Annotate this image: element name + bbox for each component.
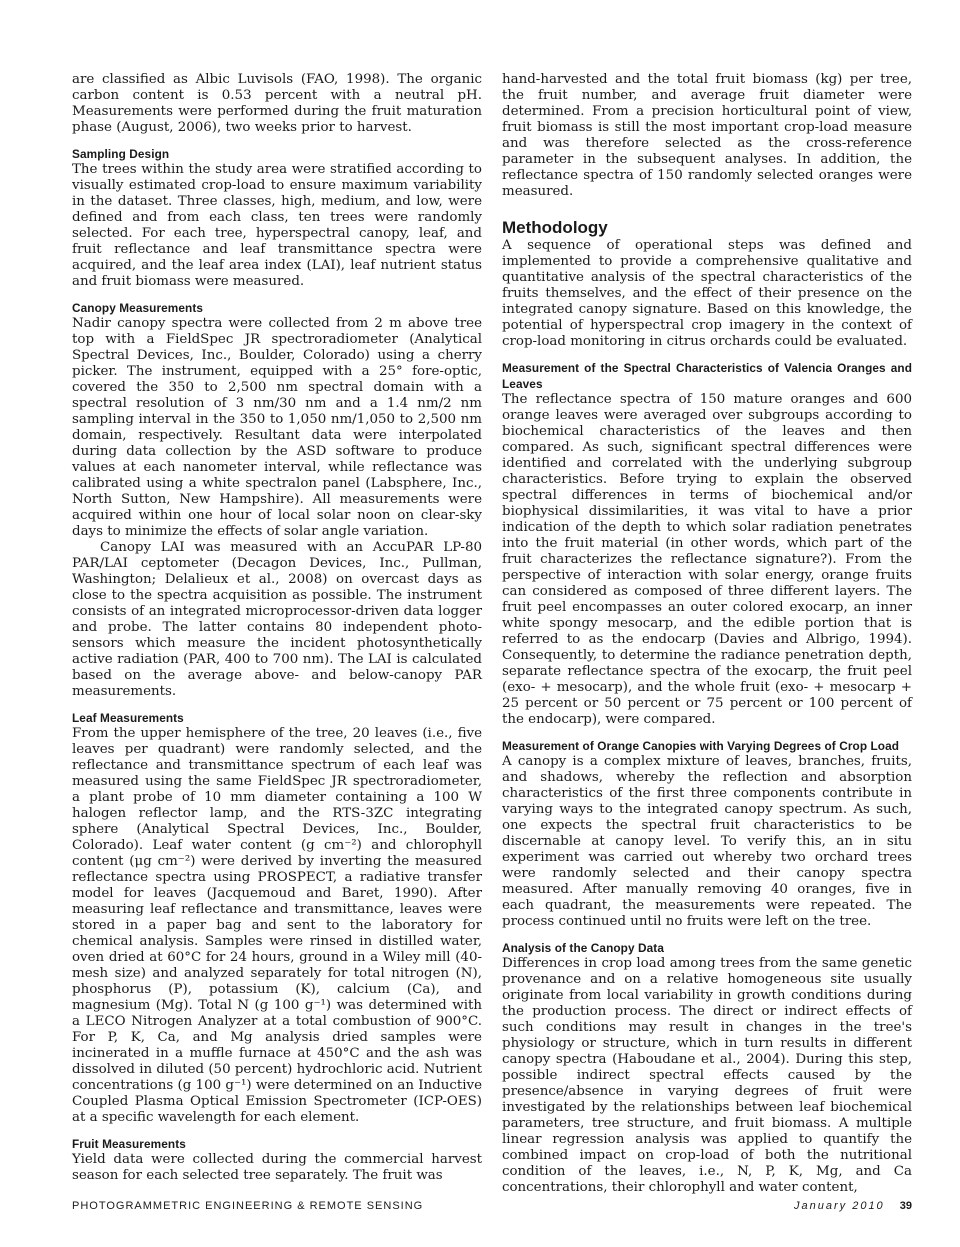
methodology-heading: Methodology xyxy=(502,218,608,237)
canopy-data-analysis-heading: Analysis of the Canopy Data xyxy=(502,941,664,955)
canopy-measurements-paragraph-2: Canopy LAI was measured with an AccuPAR LP-80 PAR/LAI ceptometer (Decagon Devices, Inc., Pullman, Washington; Delalieux et al., 2008) on overcast days as close to the spectra acquisition as possible. The instrument consists of an integrated microprocessor-driven data logger and probe. The latter contains 80 independent photo-sensors which measure the incident photosynthetically active radiation (PAR, 400 to 700 nm). The LAI is calculated based on the average above- and below-canopy PAR measurements. xyxy=(72,540,482,699)
orange-canopies-paragraph: A canopy is a complex mixture of leaves, branches, fruits, and shadows, whereby the reflection and absorption characteristics of the first three components contribute in varying ways to the integrated canopy spectrum. As such, one expects the spectral fruit characteristics to be discernable at canopy level. To verify this, an in situ experiment was carried out whereby two orchard trees were randomly selected and their canopy spectra measured. After manually removing 40 oranges, five in each quadrant, the measurements were repeated. The process continued until no fruits were left on the tree. xyxy=(502,754,912,929)
fruit-measurements-heading: Fruit Measurements xyxy=(72,1137,186,1151)
page-number: 39 xyxy=(899,1200,912,1212)
journal-name: PHOTOGRAMMETRIC ENGINEERING & REMOTE SENSING xyxy=(72,1200,424,1212)
issue-date: January 2010 xyxy=(794,1200,885,1212)
spectral-characteristics-paragraph: The reflectance spectra of 150 mature oranges and 600 orange leaves were averaged over subgroups according to biochemical characteristics of the leaves and then compared. As such, significant spectral differences were identified and correlated with the underlying subgroup characteristics. Before trying to explain the observed spectral differences in terms of biochemical and/or biophysical dissimilarities, it was vital to have a prior indication of the depth to which solar radiation penetrates into the fruit material (in other words, which part of the fruit characterizes the reflectance signature?). From the perspective of interaction with solar energy, orange fruits can considered as composed of three different layers. The fruit peel encompasses an outer colored exocarp, an inner white spongy mesocarp, and the edible portion that is referred to as the endocarp (Davies and Albrigo, 1994). Consequently, to determine the radiance penetration depth, separate reflectance spectra of the exocarp, the fruit peel (exo- + mesocarp), and the whole fruit (exo- + mesocarp + 25 percent or 50 percent or 75 percent or 100 percent of the endocarp), were compared. xyxy=(502,392,912,727)
footer-right xyxy=(794,1200,912,1212)
fruit-measurements-paragraph: Yield data were collected during the commercial harvest season for each selected tree separately. The fruit was xyxy=(72,1152,482,1183)
sampling-design-heading: Sampling Design xyxy=(72,147,170,161)
left-column xyxy=(72,72,482,1184)
sampling-design-paragraph: The trees within the study area were stratified according to visually estimated crop-load to ensure maximum variability in the dataset. Three classes, high, medium, and low, were defined and from each class, ten trees were randomly selected. For each tree, hyperspectral canopy, leaf, and fruit reflectance and leaf transmittance spectra were acquired, and the leaf area index (LAI), leaf nutrient status and fruit biomass were measured. xyxy=(72,162,482,289)
orange-canopies-heading: Measurement of Orange Canopies with Varying Degrees of Crop Load xyxy=(502,739,900,753)
spectral-characteristics-heading: Measurement of the Spectral Characteristics of Valencia Oranges and Leaves xyxy=(502,361,912,391)
leaf-measurements-heading: Leaf Measurements xyxy=(72,711,184,725)
leaf-measurements-paragraph: From the upper hemisphere of the tree, 20 leaves (i.e., five leaves per quadrant) were randomly selected, and the reflectance and transmittance spectrum of each leaf was measured using the same FieldSpec JR spectroradiometer, a plant probe of 10 mm diameter containing a 100 W halogen reflector lamp, and the RTS-3ZC integrating sphere (Analytical Spectral Devices, Inc., Boulder, Colorado). Leaf water content (g cm⁻²) and chlorophyll content (μg cm⁻²) were derived by inverting the measured reflectance spectra using PROSPECT, a radiative transfer model for leaves (Jacquemoud and Baret, 1990). After measuring leaf reflectance and transmittance, leaves were stored in a paper bag and sent to the laboratory for chemical analysis. Samples were rinsed in distilled water, oven dried at 60°C for 24 hours, ground in a Wiley mill (40-mesh size) and analyzed separately for total nitrogen (N), phosphorus (P), potassium (K), calcium (Ca), and magnesium (Mg). Total N (g 100 g⁻¹) was determined with a LECO Nitrogen Analyzer at a total combustion of 900°C. For P, K, Ca, and Mg analysis dried samples were incinerated in a muffle furnace at 450°C and the ash was dissolved in diluted (50 percent) hydrochloric acid. Nutrient concentrations (g 100 g⁻¹) were determined on an Inductive Coupled Plasma Optical Emission Spectrometer (ICP-OES) at a specific wavelength for each element. xyxy=(72,726,482,1125)
right-column xyxy=(502,72,912,1196)
page-footer xyxy=(72,1200,912,1220)
canopy-measurements-heading: Canopy Measurements xyxy=(72,301,204,315)
right-intro-paragraph: hand-harvested and the total fruit biomass (kg) per tree, the fruit number, and average fruit diameter were determined. From a precision horticultural point of view, fruit biomass is still the most important crop-load measure and was therefore selected as the cross-reference parameter in the subsequent analyses. In addition, the reflectance spectra of 150 randomly selected oranges were measured. xyxy=(502,72,912,199)
methodology-paragraph: A sequence of operational steps was defined and implemented to provide a comprehensive qualitative and quantitative analysis of the spectral characteristics of the fruits themselves, and the effect of their presence on the integrated canopy signature. Based on this knowledge, the potential of hyperspectral crop imagery in the context of crop-load monitoring in citrus orchards could be evaluated. xyxy=(502,238,912,349)
canopy-measurements-paragraph-1: Nadir canopy spectra were collected from 2 m above tree top with a FieldSpec JR spectroradiometer (Analytical Spectral Devices, Inc., Boulder, Colorado) using a cherry picker. The instrument, equipped with a 25° fore-optic, covered the 350 to 2,500 nm spectral domain with a spectral resolution of 3 nm/30 nm and a 1.4 nm/2 nm sampling interval in the 350 to 1,050 nm/1,050 to 2,500 nm domain, respectively. Resultant data were interpolated during data collection by the ASD software to produce values at each nanometer interval, while reflectance was calibrated using a white spectralon panel (Labsphere, Inc., North Sutton, New Hampshire). All measurements were acquired within one hour of local solar noon on clear-sky days to minimize the effects of solar angle variation. xyxy=(72,316,482,539)
left-intro-paragraph: are classified as Albic Luvisols (FAO, 1998). The organic carbon content is 0.53 percent with a neutral pH. Measurements were performed during the fruit maturation phase (August, 2006), two weeks prior to harvest. xyxy=(72,72,482,135)
canopy-data-analysis-paragraph: Differences in crop load among trees from the same genetic provenance and on a relative homogeneous site usually originate from local variability in growth conditions during the production process. The direct or indirect effects of such conditions may result in changes in the tree's physiology or structure, which in turn results in different canopy spectra (Haboudane et al., 2004). During this step, possible indirect spectral effects caused by the presence/absence in varying degrees of fruit were investigated by the relationships between leaf biochemical parameters, tree structure, and fruit biomass. A multiple linear regression analysis was applied to quantify the combined impact on crop-load of both the nutritional condition of the leaves, i.e., N, P, K, Mg, and Ca concentrations, their chlorophyll and water content, xyxy=(502,956,912,1195)
